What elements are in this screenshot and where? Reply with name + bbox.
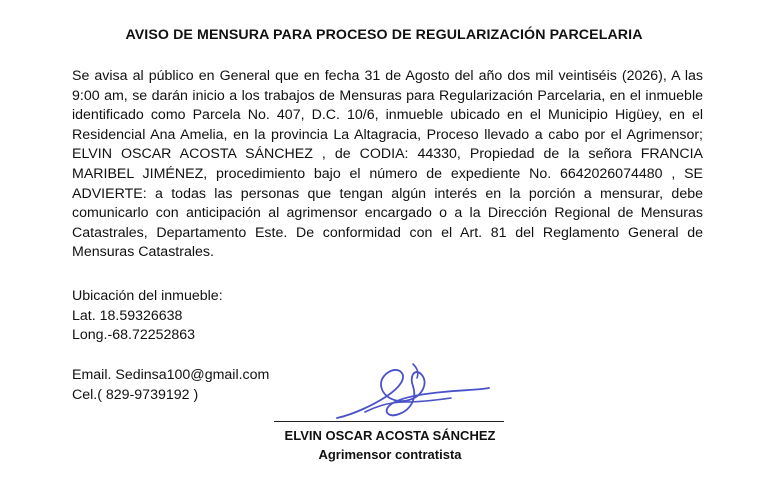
- contact-block: [72, 366, 269, 405]
- signer-name: ELVIN OSCAR ACOSTA SÁNCHEZ: [284, 428, 496, 443]
- notice-body: Se avisa al público en General que en fecha 31 de Agosto del año dos mil veintiséis (2026), A las 9:00 am, se darán inicio a los trabajos de Mensuras para Regularización Parcelaria, en el inmueble identificado como Parcela No. 407, D.C. 10/6, inmueble ubicado en el Municipio Higüey, en el Residencial Ana Amelia, en la provincia La Altagracia, Proceso llevado a cabo por el Agrimensor; ELVIN OSCAR ACOSTA SÁNCHEZ , de CODIA: 44330, Propiedad de la señora FRANCIA MARIBEL JIMÉNEZ, procedimiento bajo el número de expediente No. 6642026074480 , SE ADVIERTE: a todas las personas que tengan algún interés en la porción a mensurar, debe comunicarlo con anticipación al agrimensor encargado o a la Dirección Regional de Mensuras Catastrales, Departamento Este. De conformidad con el Art. 81 del Reglamento General de Mensuras Catastrales.: [72, 68, 703, 261]
- contact-email: Email. Sedinsa100@gmail.com: [72, 367, 270, 383]
- signer-role: Agrimensor contratista: [318, 447, 462, 462]
- signature-line: [274, 421, 504, 422]
- location-block: [72, 287, 223, 346]
- handwritten-signature: [325, 360, 500, 428]
- longitude: Long.-68.72252863: [72, 327, 196, 344]
- notice-title: AVISO DE MENSURA PARA PROCESO DE REGULARIZACIÓN PARCELARIA: [125, 27, 643, 43]
- latitude: Lat. 18.59326638: [72, 307, 183, 324]
- contact-phone: Cel.( 829-9739192 ): [72, 386, 199, 403]
- location-heading: Ubicación del inmueble:: [72, 288, 223, 304]
